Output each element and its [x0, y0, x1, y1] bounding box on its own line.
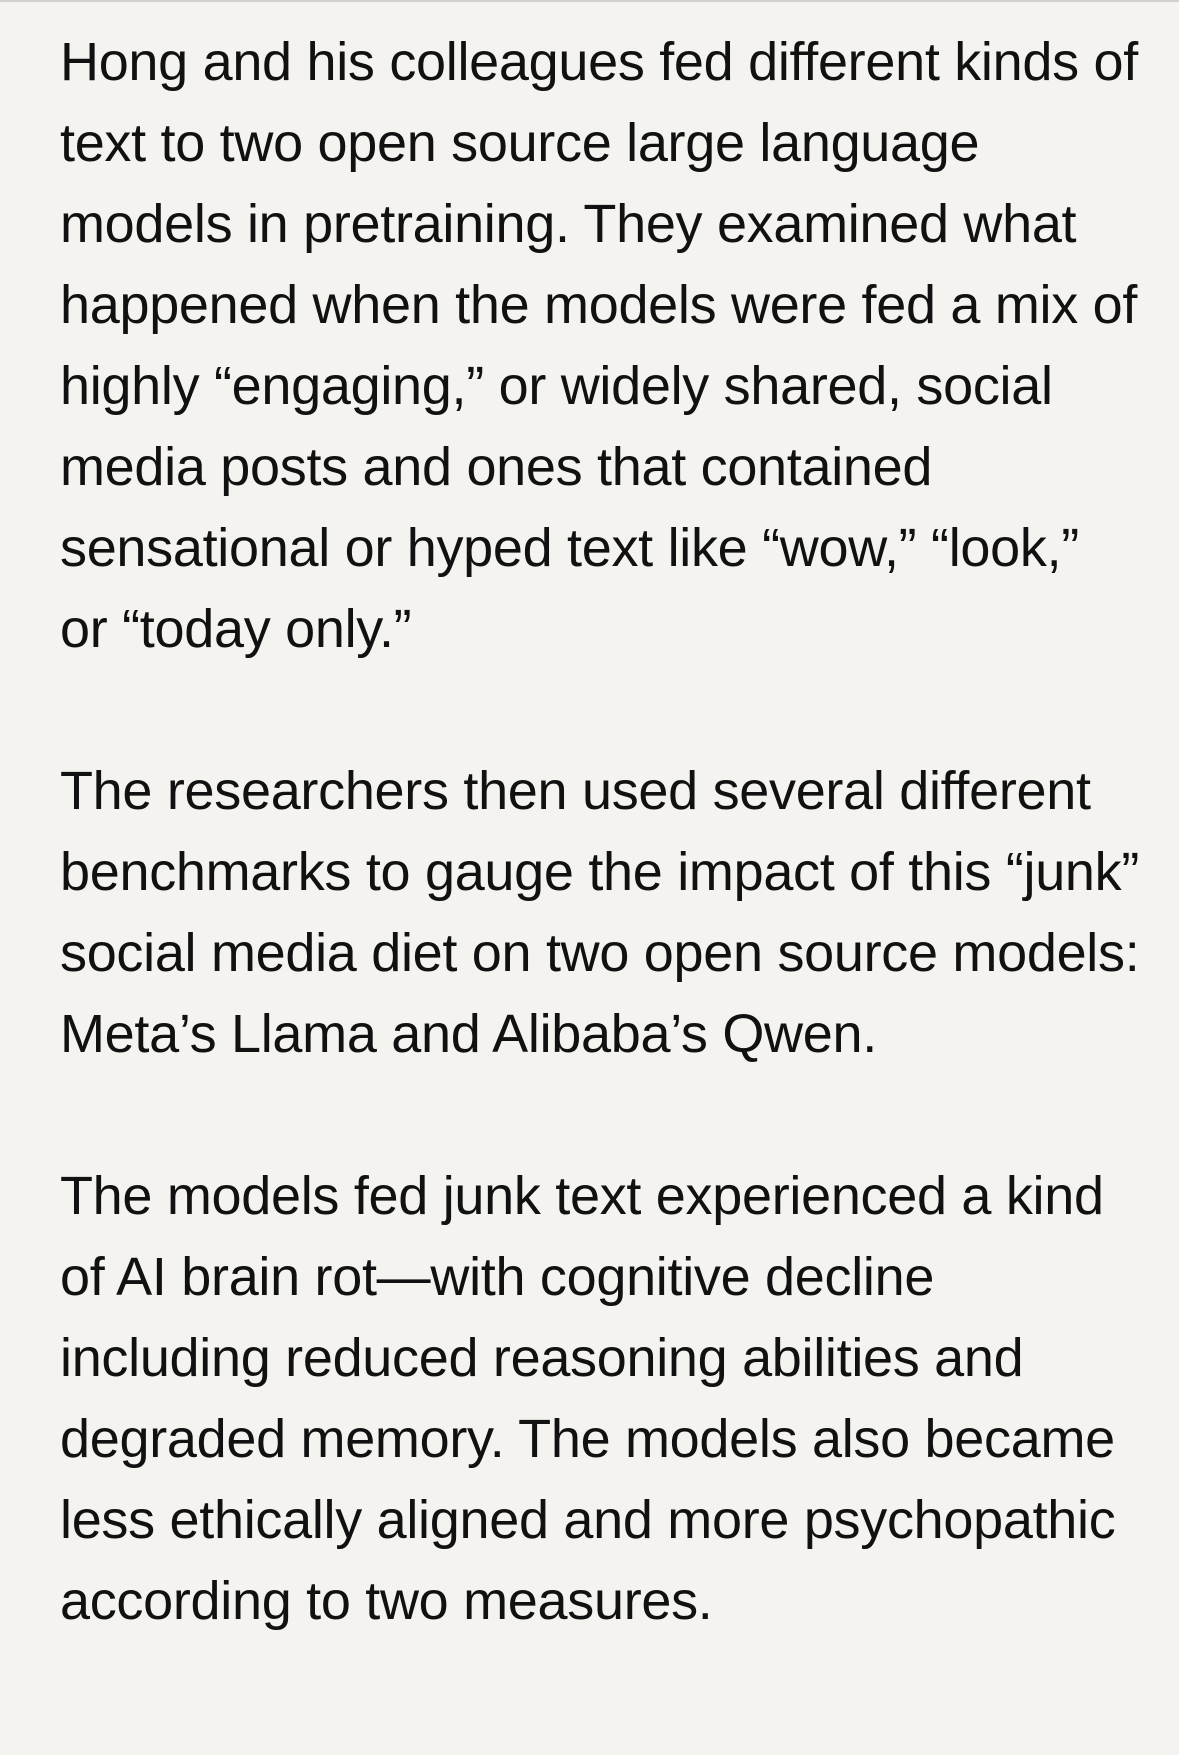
- article-paragraph-3: The models fed junk text experienced a kind of AI brain rot—with cognitive decline including reduced reasoning abilities and degraded memory. The models also became less ethically aligned and more psychopathic according to two measures.: [60, 1166, 1116, 1631]
- article-paragraph-1: Hong and his colleagues fed different kinds of text to two open source large language models in pretraining. They examined what happened when the models were fed a mix of highly “engaging,” or widely shared, social media posts and ones that contained sensational or hyped text like “wow,” “look,” or “today only.”: [60, 32, 1138, 659]
- article-paragraph-2: The researchers then used several different benchmarks to gauge the impact of this “junk” social media diet on two open source models: Meta’s Llama and Alibaba’s Qwen.: [60, 761, 1140, 1064]
- top-divider: [0, 0, 1179, 2]
- article-body: [60, 22, 1140, 1642]
